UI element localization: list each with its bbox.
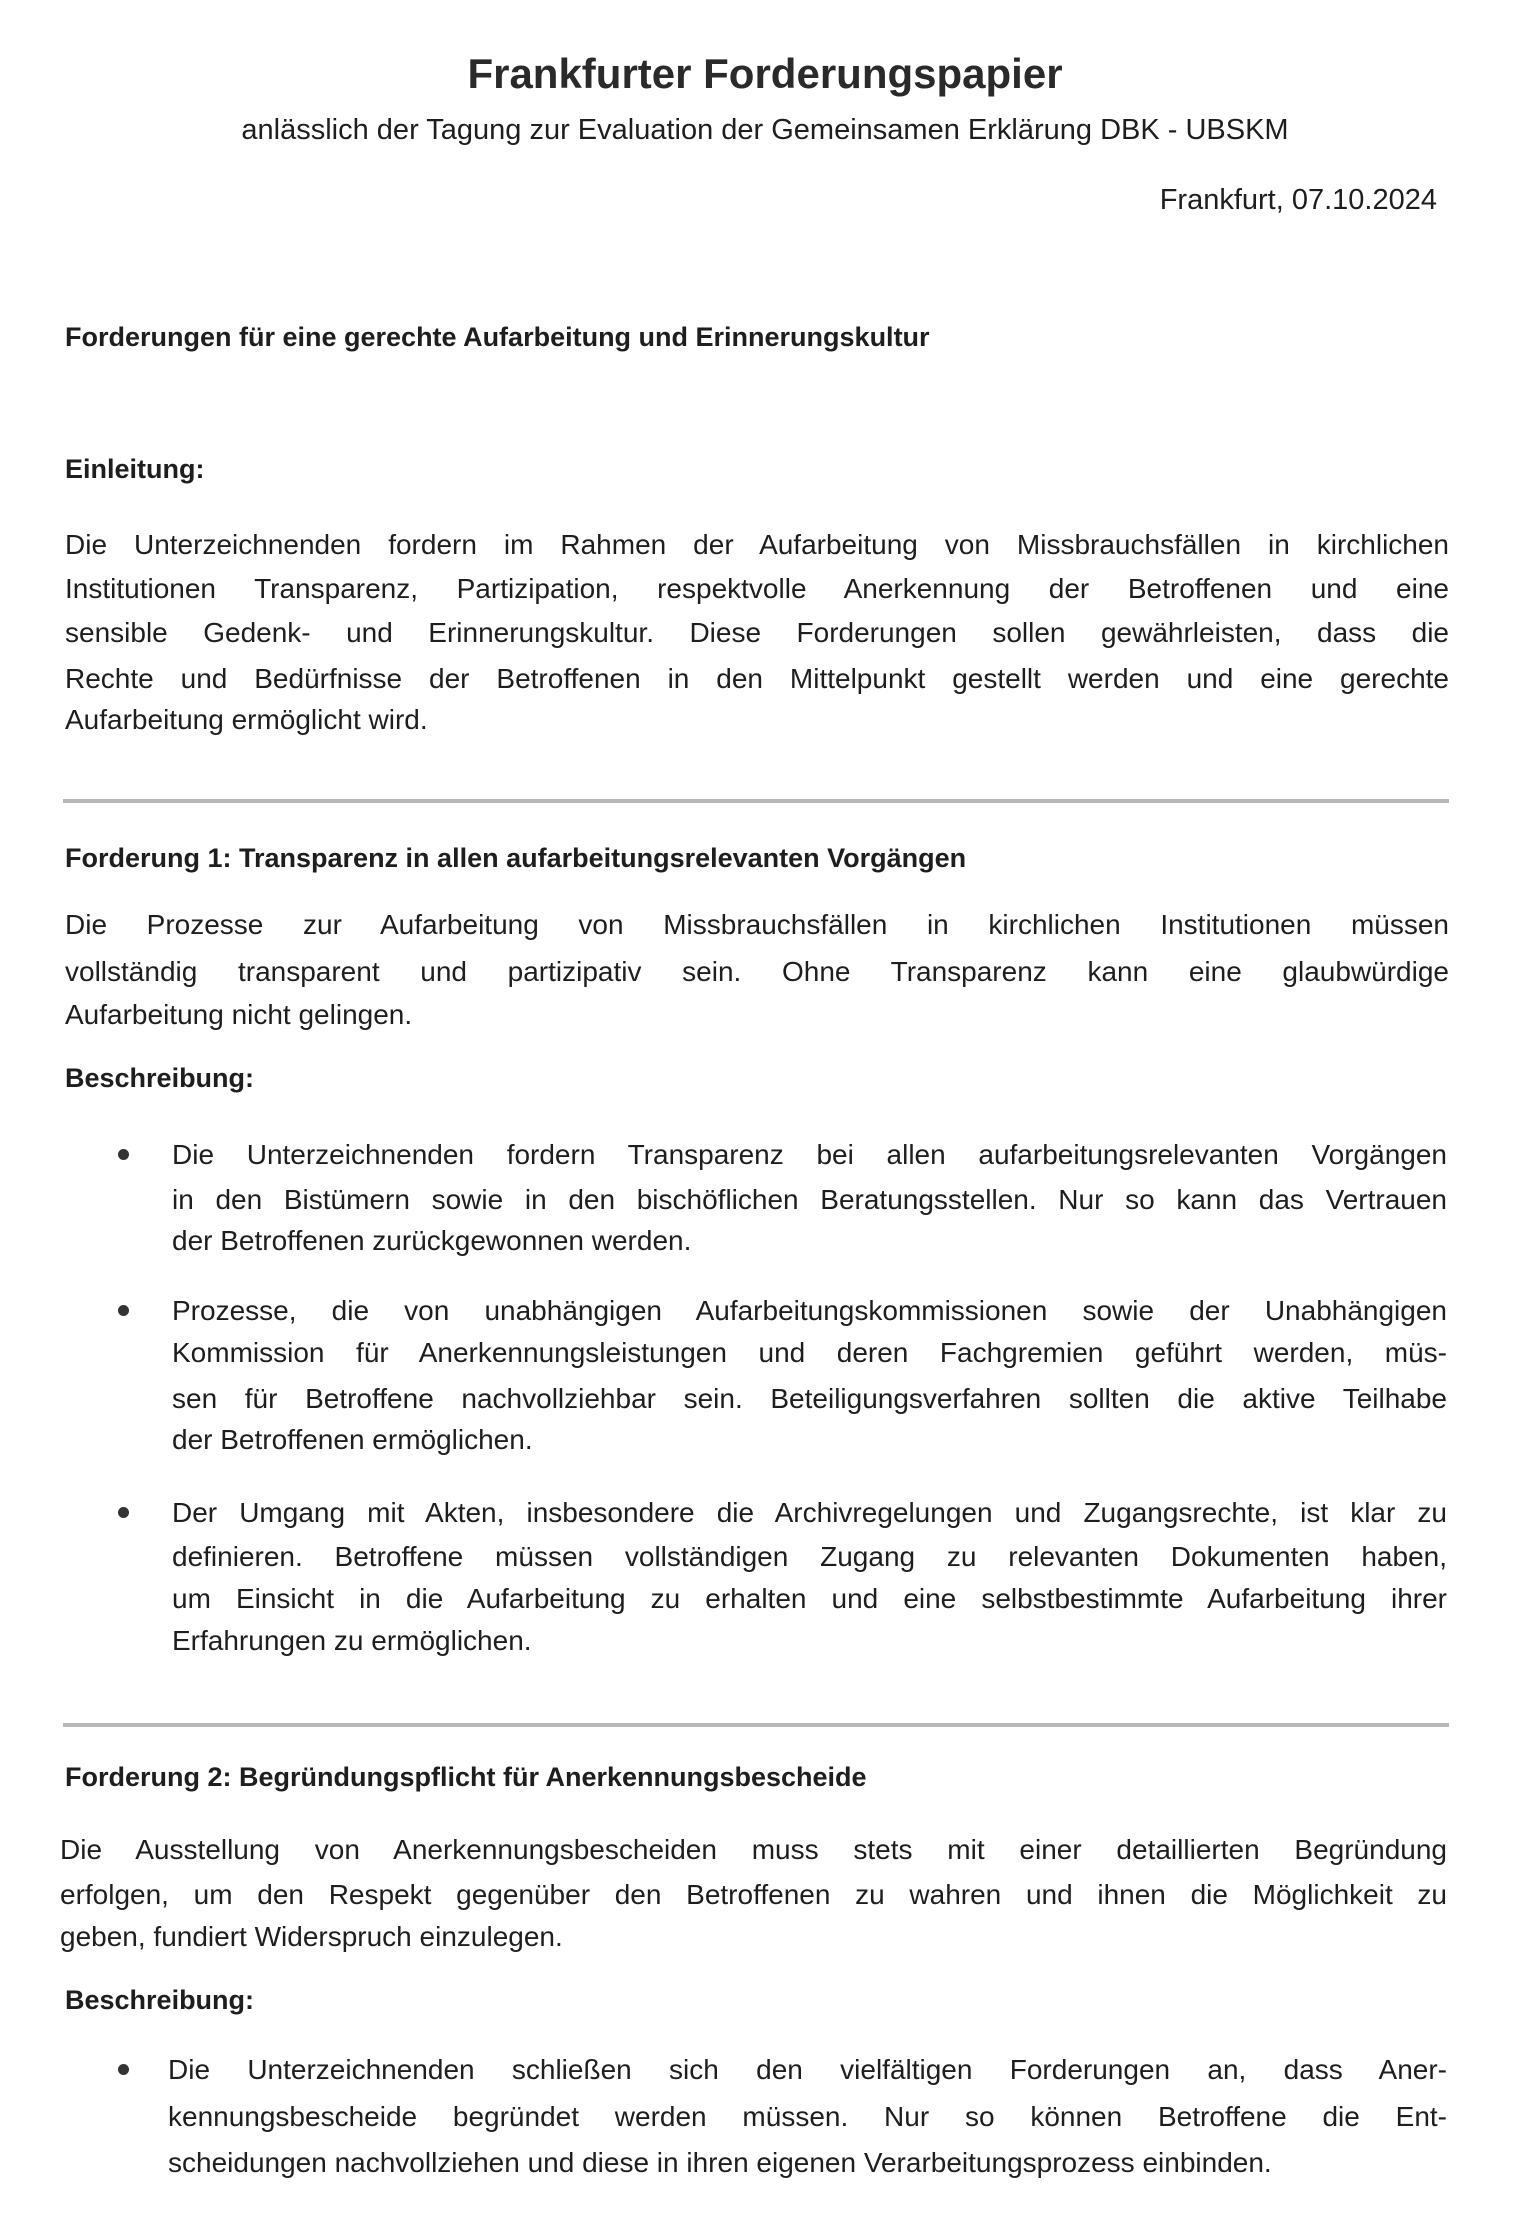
demand2-description-heading: Beschreibung: (65, 1985, 255, 2015)
demand1-heading: Forderung 1: Transparenz in allen aufarbeitungsrelevanten Vorgängen (65, 843, 967, 873)
text-line: Die Unterzeichnenden fordern Transparenz bei allen aufarbeitungsrelevanten Vorgängen (172, 1139, 1447, 1170)
text-line: sensible Gedenk- und Erinnerungskultur. Diese Forderungen sollen gewährleisten, dass die (65, 617, 1449, 648)
bullet-icon (118, 1149, 129, 1160)
demand2-heading: Forderung 2: Begründungspflicht für Anerkennungsbescheide (65, 1762, 867, 1792)
text-line: sen für Betroffene nachvollziehbar sein. Beteiligungsverfahren sollten die aktive Teilhabe (172, 1383, 1447, 1414)
document-subtitle: anlässlich der Tagung zur Evaluation der Gemeinsamen Erklärung DBK - UBSKM (241, 114, 1289, 146)
document-date: Frankfurt, 07.10.2024 (1159, 184, 1437, 216)
main-heading: Forderungen für eine gerechte Aufarbeitung und Erinnerungskultur (65, 322, 930, 352)
text-line: erfolgen, um den Respekt gegenüber den Betroffenen zu wahren und ihnen die Möglichkeit zu (60, 1879, 1447, 1910)
text-line: der Betroffenen zurückgewonnen werden. (172, 1225, 692, 1256)
demand1-description-heading: Beschreibung: (65, 1063, 255, 1093)
text-line: Aufarbeitung ermöglicht wird. (65, 704, 428, 735)
text-line: Die Prozesse zur Aufarbeitung von Missbrauchsfällen in kirchlichen Institutionen müssen (65, 909, 1449, 940)
text-line: Aufarbeitung nicht gelingen. (65, 999, 413, 1030)
text-line: vollständig transparent und partizipativ sein. Ohne Transparenz kann eine glaubwürdige (65, 956, 1449, 987)
text-line: Die Unterzeichnenden schließen sich den vielfältigen Forderungen an, dass Aner- (168, 2054, 1447, 2085)
text-line: geben, fundiert Widerspruch einzulegen. (60, 1921, 563, 1952)
text-line: Erfahrungen zu ermöglichen. (172, 1625, 532, 1656)
text-line: Kommission für Anerkennungsleistungen und deren Fachgremien geführt werden, müs- (172, 1337, 1447, 1368)
text-line: der Betroffenen ermöglichen. (172, 1424, 533, 1455)
text-line: um Einsicht in die Aufarbeitung zu erhalten und eine selbstbestimmte Aufarbeitung ihrer (172, 1583, 1447, 1614)
text-line: Die Ausstellung von Anerkennungsbescheiden muss stets mit einer detaillierten Begründung (60, 1834, 1447, 1865)
text-line: Institutionen Transparenz, Partizipation, respektvolle Anerkennung der Betroffenen und eine (65, 573, 1449, 604)
text-line: definieren. Betroffene müssen vollständigen Zugang zu relevanten Dokumenten haben, (172, 1541, 1447, 1572)
section-divider (63, 1723, 1449, 1727)
text-line: Die Unterzeichnenden fordern im Rahmen der Aufarbeitung von Missbrauchsfällen in kirchlichen (65, 529, 1449, 560)
section-divider (63, 799, 1449, 803)
bullet-icon (118, 1507, 129, 1518)
text-line: Rechte und Bedürfnisse der Betroffenen in den Mittelpunkt gestellt werden und eine gerechte (65, 663, 1449, 694)
text-line: Der Umgang mit Akten, insbesondere die Archivregelungen und Zugangsrechte, ist klar zu (172, 1497, 1447, 1528)
text-line: Prozesse, die von unabhängigen Aufarbeitungskommissionen sowie der Unabhängigen (172, 1295, 1447, 1326)
bullet-icon (118, 2064, 129, 2075)
bullet-icon (118, 1305, 129, 1316)
text-line: scheidungen nachvollziehen und diese in ihren eigenen Verarbeitungsprozess einbinden. (168, 2147, 1272, 2178)
text-line: kennungsbescheide begründet werden müssen. Nur so können Betroffene die Ent- (168, 2101, 1447, 2132)
text-line: in den Bistümern sowie in den bischöflichen Beratungsstellen. Nur so kann das Vertrauen (172, 1184, 1447, 1215)
document-title: Frankfurter Forderungspapier (467, 50, 1063, 97)
intro-heading: Einleitung: (65, 454, 205, 484)
